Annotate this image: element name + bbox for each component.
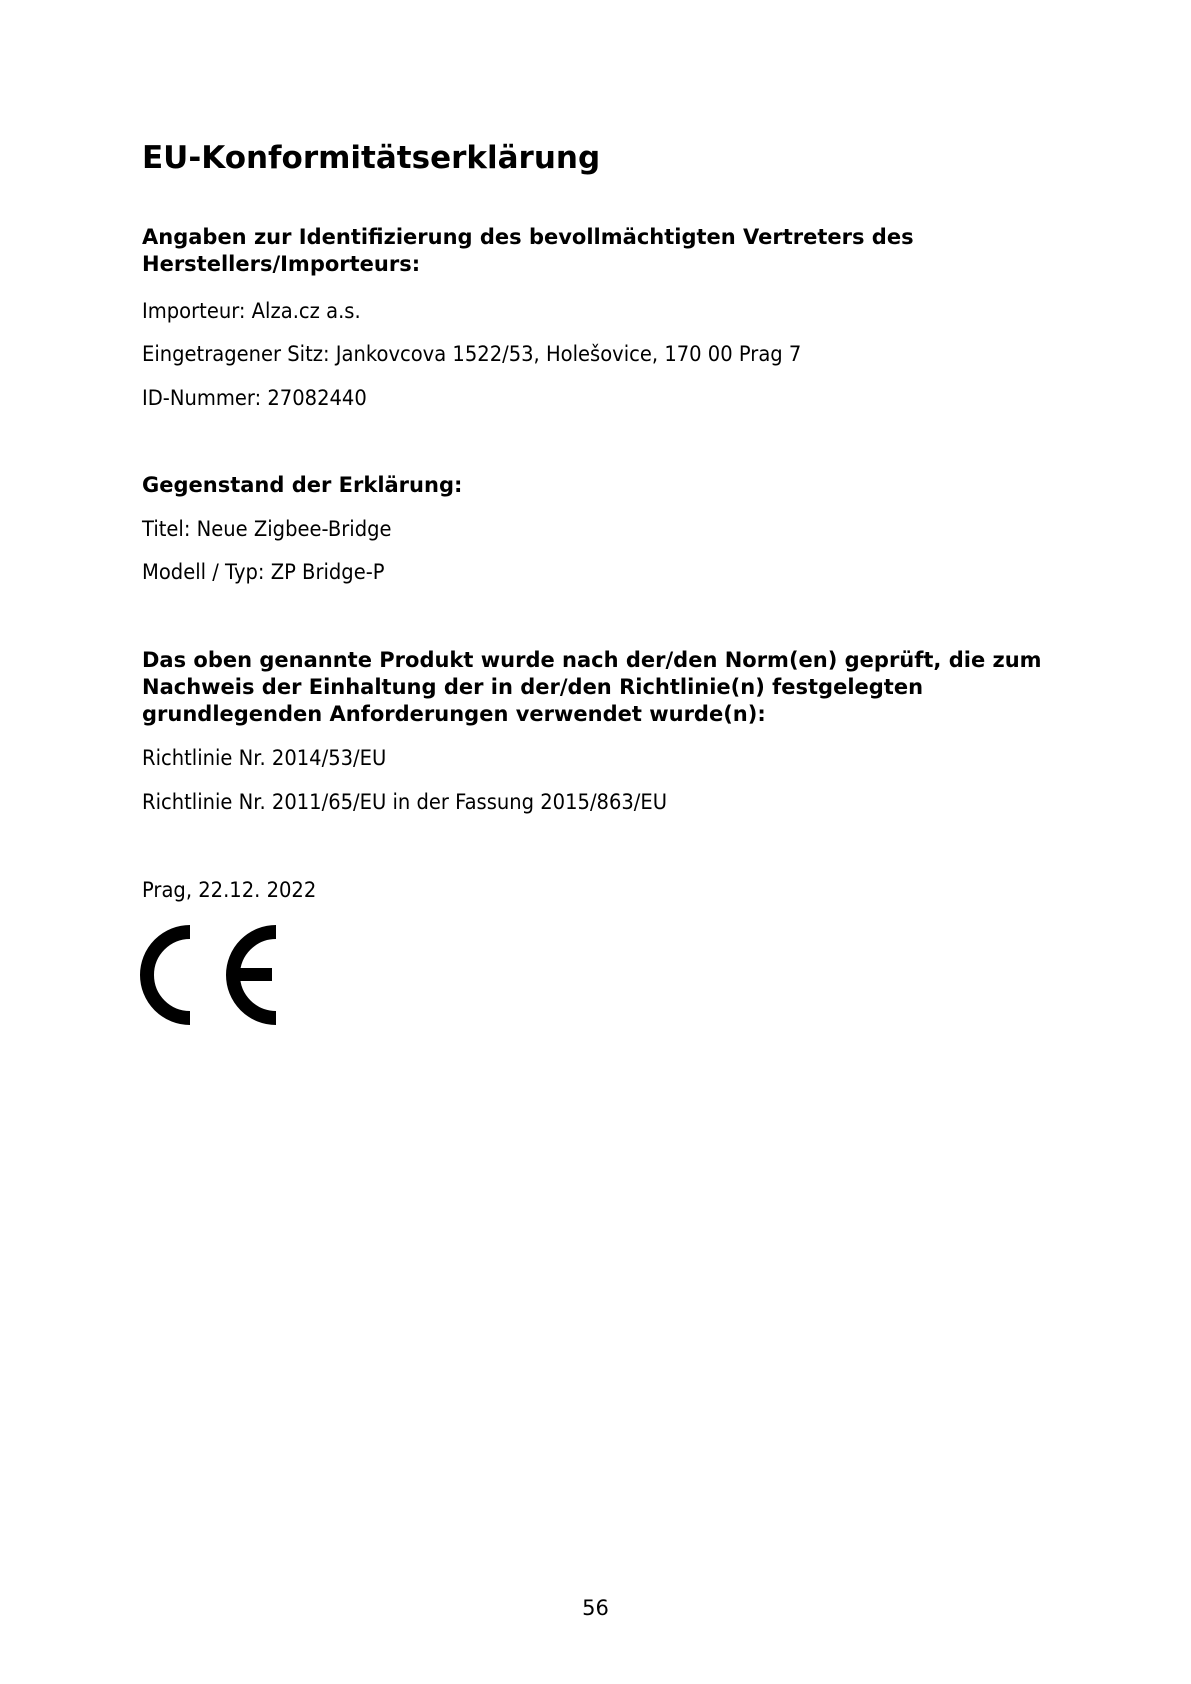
standards-heading-line-2: Nachweis der Einhaltung der in der/den Richtlinie(n) festgelegten xyxy=(142,675,924,699)
representative-heading-line-1: Angaben zur Identifizierung des bevollmächtigten Vertreters des xyxy=(142,225,914,249)
page-title: EU-Konformitätserklärung xyxy=(142,140,601,176)
directive-line-2: Richtlinie Nr. 2011/65/EU in der Fassung 2015/863/EU xyxy=(142,790,668,814)
product-title-line: Titel: Neue Zigbee-Bridge xyxy=(142,517,392,541)
subject-heading: Gegenstand der Erklärung: xyxy=(142,473,463,497)
standards-heading xyxy=(142,647,1042,728)
standards-heading-line-3: grundlegenden Anforderungen verwendet wurde(n): xyxy=(142,702,766,726)
representative-heading-line-2: Herstellers/Importeurs: xyxy=(142,252,421,276)
standards-heading-line-1: Das oben genannte Produkt wurde nach der/den Norm(en) geprüft, die zum xyxy=(142,648,1042,672)
model-type-line: Modell / Typ: ZP Bridge-P xyxy=(142,560,385,584)
directive-line-1: Richtlinie Nr. 2014/53/EU xyxy=(142,746,387,770)
representative-heading xyxy=(142,224,1042,278)
importer-line: Importeur: Alza.cz a.s. xyxy=(142,299,361,323)
page-number: 56 xyxy=(582,1596,609,1620)
registered-office-line: Eingetragener Sitz: Jankovcova 1522/53, Holešovice, 170 00 Prag 7 xyxy=(142,342,802,366)
ce-marking-icon xyxy=(140,925,282,1025)
id-number-line: ID-Nummer: 27082440 xyxy=(142,386,367,410)
place-date: Prag, 22.12. 2022 xyxy=(142,878,317,902)
